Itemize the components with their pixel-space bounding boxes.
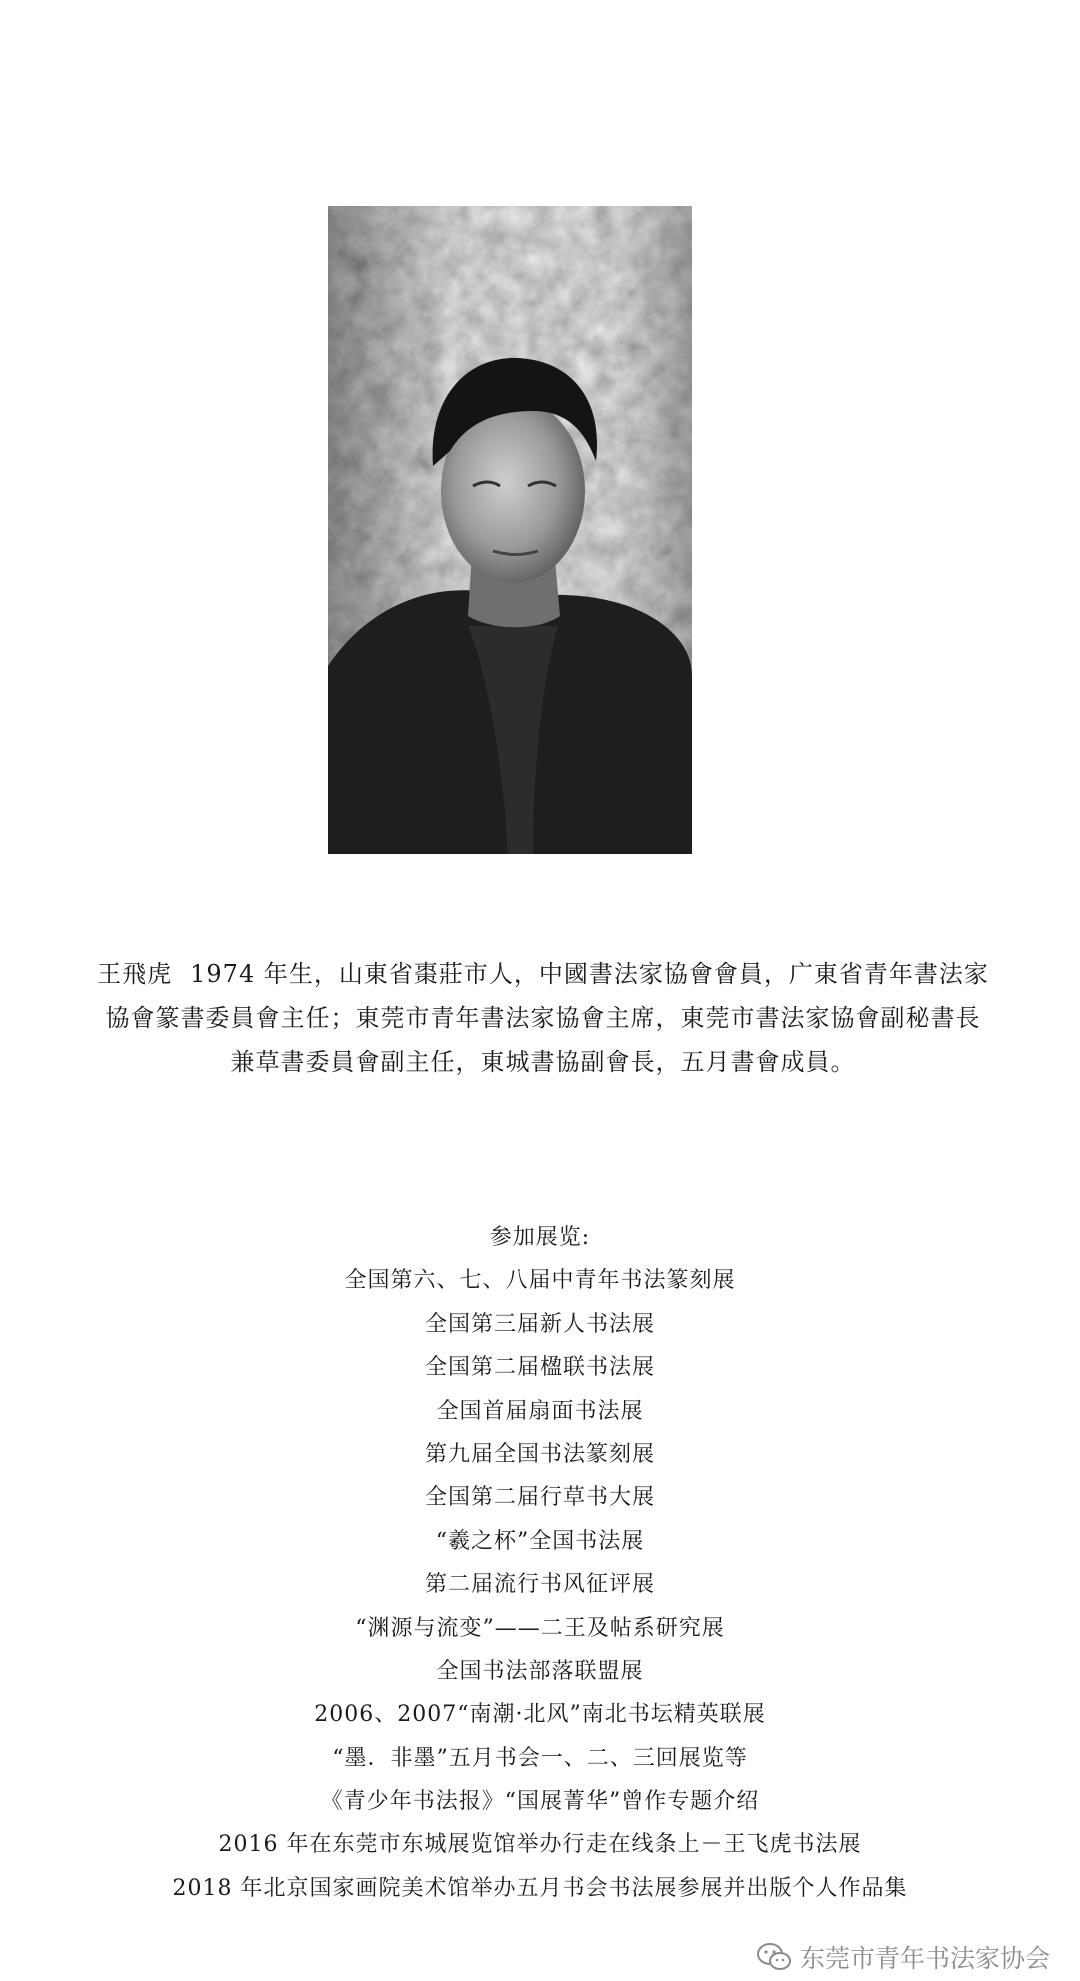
exhibition-item: 第二届流行书风征评展 <box>424 1572 655 1598</box>
exhibition-item: 全国第二届楹联书法展 <box>424 1355 655 1381</box>
exhibition-item: “羲之杯”全国书法展 <box>435 1528 645 1554</box>
exhibition-item: 第九届全国书法篆刻展 <box>424 1441 655 1467</box>
watermark-text: 东莞市青年书法家协会 <box>799 1944 1050 1973</box>
exhibition-item: 全国第三届新人书法展 <box>424 1311 655 1337</box>
exhibition-item: 全国第二届行草书大展 <box>424 1485 655 1511</box>
exhibition-item: 全国书法部落联盟展 <box>436 1658 644 1684</box>
wechat-watermark <box>756 1939 1050 1975</box>
exhibition-item: 2006、2007“南潮·北风”南北书坛精英联展 <box>314 1702 766 1728</box>
exhibition-item: “墨．非墨”五月书会一、二、三回展览等 <box>332 1745 748 1771</box>
exhibition-item: 2018 年北京国家画院美术馆举办五月书会书法展参展并出版个人作品集 <box>172 1875 908 1901</box>
exhibition-heading: 参加展览: <box>489 1225 591 1250</box>
artist-name: 王飛虎 <box>97 960 173 988</box>
exhibition-list <box>40 1216 1040 1910</box>
exhibition-item: 全国第六、七、八届中青年书法篆刻展 <box>344 1268 736 1294</box>
bio-line-2: 協會篆書委員會主任；東莞市青年書法家協會主席，東莞市書法家協會副秘書長 <box>105 1004 981 1032</box>
bio-line-3: 兼草書委員會副主任，東城書協副會長，五月書會成員。 <box>230 1048 856 1076</box>
biography <box>78 952 1008 1084</box>
wechat-icon <box>756 1942 792 1972</box>
bio-line-1 <box>78 952 1008 996</box>
exhibition-item: “渊源与流变”——二王及帖系研究展 <box>355 1615 725 1641</box>
portrait-photo <box>328 206 692 854</box>
exhibition-item: 2016 年在东莞市东城展览馆举办行走在线条上－王飞虎书法展 <box>218 1832 862 1858</box>
exhibition-item: 《青少年书法报》“国展菁华”曾作专题介绍 <box>320 1789 760 1815</box>
exhibition-item: 全国首届扇面书法展 <box>436 1398 644 1424</box>
bio-text-1: 1974 年生，山東省棗莊市人，中國書法家協會會員，广東省青年書法家 <box>190 960 989 988</box>
